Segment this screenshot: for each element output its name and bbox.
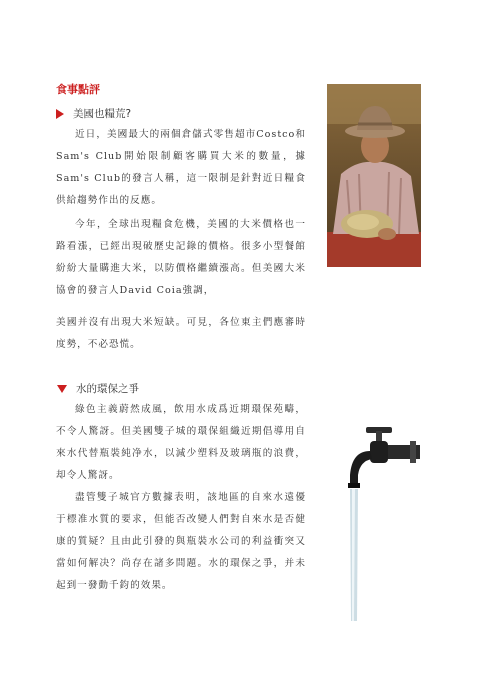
page-title: 食事點評 (56, 83, 100, 96)
faucet-running-water-photo (340, 415, 420, 621)
section-heading-water (56, 381, 139, 396)
section-heading-rice (56, 106, 131, 121)
paragraph: 綠色主義蔚然成風，飲用水成爲近期環保苑疇，不令人驚訝。但美國雙子城的環保組織近期倡導用自來水代替瓶裝純净水，以減少塑料及玻璃瓶的浪費，却令人驚訝。 (56, 404, 306, 481)
paragraph: 盡管雙子城官方數據表明，該地區的自來水遠優于標准水質的要求，但能否改變人們對自來水是否健康的質疑？且由此引發的與瓶裝水公司的利益衝突又當如何解决？尚存在諸多問題。水的環保之爭，并未起到一發動千鈞的效果。 (56, 492, 306, 591)
triangle-down-icon (57, 385, 67, 393)
farmer-with-rice-photo (327, 84, 421, 267)
section-title: 美國也糧荒? (73, 108, 132, 120)
triangle-right-icon (56, 109, 64, 119)
paragraph: 近日，美國最大的兩個倉儲式零售超市Costco和Sam's Club開始限制顧客購買大米的數量，據Sam's Club的發言人稱，這一限制是針對近日糧食供給趨勢作出的反應。 (56, 129, 306, 206)
paragraph: 今年，全球出現糧食危機，美國的大米價格也一路看漲，已經出現破歷史記錄的價格。很多小型餐館紛紛大量購進大米，以防價格繼續漲高。但美國大米協會的發言人David Coia強調， (56, 219, 306, 296)
section-title: 水的環保之爭 (76, 383, 139, 395)
paragraph: 美國并沒有出現大米短缺。可見，各位東主們應審時度勢，不必恐慌。 (56, 317, 306, 350)
